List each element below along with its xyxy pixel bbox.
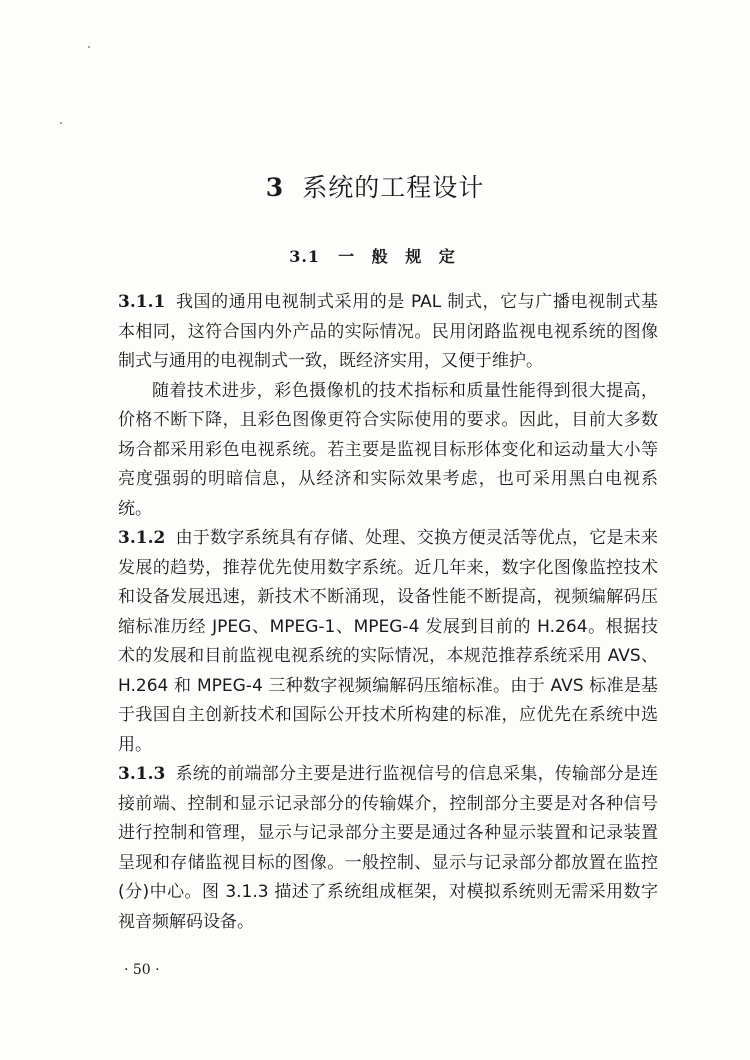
clause-number: 3.1.3 <box>118 764 166 784</box>
paragraph-text: 我国的通用电视制式采用的是 PAL 制式，它与广播电视制式基本相同，这符合国内外产品的实际情况。民用闭路监视电视系统的图像制式与通用的电视制式一致，既经济实用，又便于维护。 <box>118 292 658 371</box>
scan-speck <box>88 46 90 48</box>
section-title <box>0 244 750 267</box>
body-text <box>118 288 658 937</box>
paragraph-3-1-2 <box>118 524 658 760</box>
chapter-title-text: 系统的工程设计 <box>302 173 485 202</box>
page-number: · 50 · <box>124 962 160 978</box>
paragraph-continuation <box>118 377 658 525</box>
paragraph-3-1-1 <box>118 288 658 377</box>
scan-speck <box>60 122 62 124</box>
clause-number: 3.1.1 <box>118 292 166 312</box>
paragraph-text: 随着技术进步，彩色摄像机的技术指标和质量性能得到很大提高，价格不断下降，且彩色图像更符合实际使用的要求。因此，目前大多数场合都采用彩色电视系统。若主要是监视目标形体变化和运动量大小等亮度强弱的明暗信息，从经济和实际效果考虑，也可采用黑白电视系统。 <box>118 380 658 519</box>
paragraph-3-1-3 <box>118 760 658 937</box>
paragraph-text: 由于数字系统具有存储、处理、交换方便灵活等优点，它是未来发展的趋势，推荐优先使用数字系统。近几年来，数字化图像监控技术和设备发展迅速，新技术不断涌现，设备性能不断提高，视频编解码压缩标准历经 JPEG、MPEG-1、MPEG-4 发展到目前的 H.264。根据技术的发展和目前监视电视系统的实际情况，本规范推荐系统采用 AVS、H.264 和 MPEG-4 三种数字视频编解码压缩标准。由于 AVS 标准是基于我国自主创新技术和国际公开技术所构建的标准，应优先在系统中选用。 <box>118 528 658 755</box>
section-title-text: 一 般 规 定 <box>338 247 461 266</box>
section-number: 3.1 <box>289 247 321 266</box>
chapter-title <box>0 168 750 204</box>
paragraph-text: 系统的前端部分主要是进行监视信号的信息采集，传输部分是连接前端、控制和显示记录部分的传输媒介，控制部分主要是对各种信号进行控制和管理，显示与记录部分主要是通过各种显示装置和记录装置呈现和存储监视目标的图像。一般控制、显示与记录部分都放置在监控(分)中心。图 3.1.3 描述了系统组成框架，对模拟系统则无需采用数字视音频解码设备。 <box>118 764 658 932</box>
chapter-number: 3 <box>265 173 285 202</box>
clause-number: 3.1.2 <box>118 528 166 548</box>
